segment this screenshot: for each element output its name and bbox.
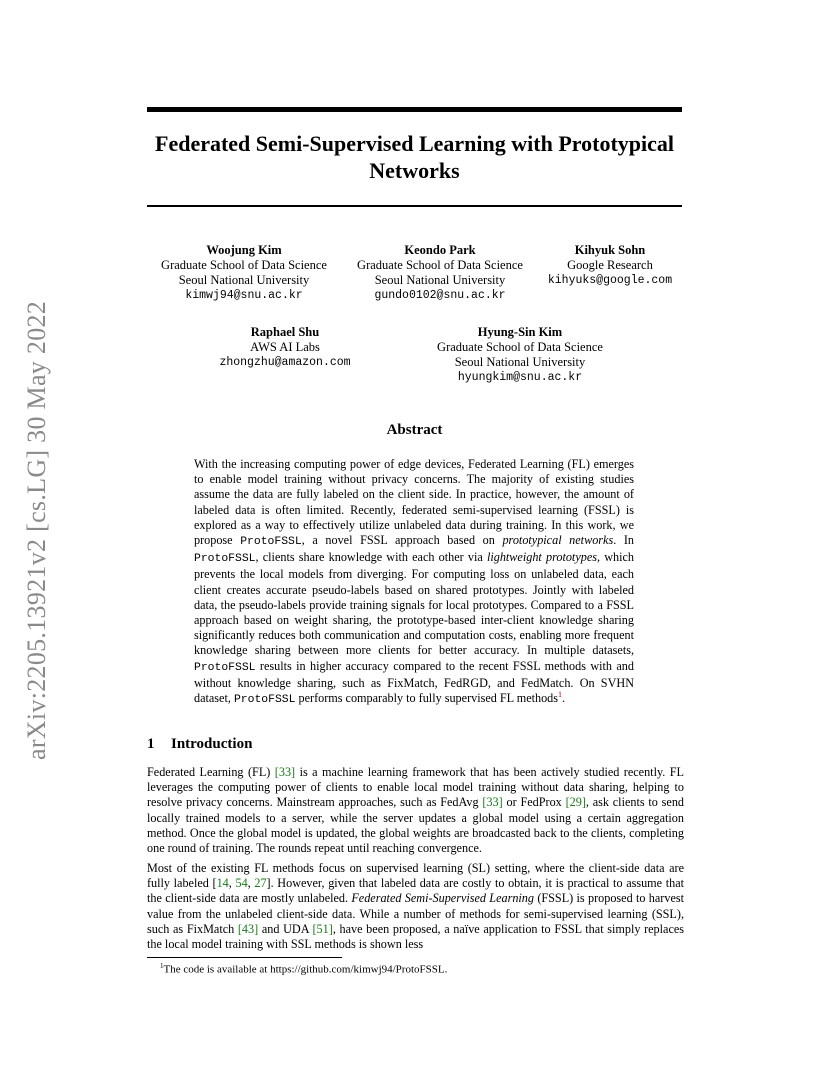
author-email: hyungkim@snu.ac.kr — [457, 371, 583, 384]
intro-paragraph-2: Most of the existing FL methods focus on supervised learning (SL) setting, where the client-side data are fully labeled [14, 54, 27]. However, given that labeled data are costly to obtain, it is practical to assume that the client-side data are mostly unlabeled. Federated Semi-Supervised Learning (FSSL) is proposed to harvest value from the unlabeled client-side data. While a number of methods for semi-supervised learning (SSL), such as FixMatch [43] and UDA [51], have been proposed, a naïve application to FSSL that simply replaces the local model training with SSL methods is shown less — [147, 861, 684, 952]
author-block — [210, 325, 360, 370]
author-block — [346, 243, 534, 303]
title-rule-bottom — [147, 205, 682, 207]
citation-link[interactable]: 54 — [235, 876, 248, 891]
author-block — [540, 243, 680, 288]
citation-link[interactable]: [43] — [237, 921, 259, 936]
abstract-heading: Abstract — [386, 422, 443, 438]
author-name: Kihyuk Sohn — [574, 243, 646, 257]
arxiv-side-label: arXiv:2205.13921v2 [cs.LG] 30 May 2022 — [22, 300, 51, 760]
footnote — [160, 962, 447, 976]
author-affiliation: AWS AI Labs — [250, 340, 320, 354]
author-email: kihyuks@google.com — [547, 274, 673, 287]
method-name: ProtoFSSL — [240, 536, 302, 549]
author-affiliation: Graduate School of Data Science — [437, 340, 603, 354]
author-name: Hyung-Sin Kim — [477, 325, 563, 339]
paper-title: Federated Semi-Supervised Learning with Prototypical Networks — [155, 131, 674, 183]
author-institution: Seoul National University — [178, 273, 310, 287]
author-name: Woojung Kim — [206, 243, 282, 257]
footnote-text: The code is available at https://github.com/kimwj94/ProtoFSSL. — [163, 963, 448, 976]
method-name: ProtoFSSL — [194, 553, 256, 566]
method-name: ProtoFSSL — [194, 661, 256, 674]
author-name: Keondo Park — [404, 243, 476, 257]
author-institution: Seoul National University — [454, 355, 586, 369]
author-affiliation: Graduate School of Data Science — [357, 258, 523, 272]
method-name: ProtoFSSL — [233, 694, 296, 707]
citation-link[interactable]: 27 — [254, 876, 267, 891]
author-name: Raphael Shu — [250, 325, 320, 339]
author-institution: Seoul National University — [374, 273, 506, 287]
title-rule-top — [147, 107, 682, 112]
author-email: kimwj94@snu.ac.kr — [185, 289, 303, 302]
abstract-text: With the increasing computing power of edge devices, Federated Learning (FL) emerges to enable model training without privacy concerns. The majority of existing studies assume the data are fully labeled on the client side. In practice, however, the amount of labeled data is often limited. Recently, federated semi-supervised learning (FSSL) is explored as a way to effectively utilize unlabeled data during training. In this work, we propose ProtoFSSL, a novel FSSL approach based on prototypical networks. In ProtoFSSL, clients share knowledge with each other via lightweight prototypes, which prevents the local models from diverging. For computing loss on unlabeled data, each client creates accurate pseudo-labels based on shared prototypes. Jointly with labeled data, the pseudo-labels provide training signals for local prototypes. Compared to a FSSL approach based on weight sharing, the prototype-based inter-client knowledge sharing significantly reduces both communication and computation costs, enabling more frequent knowledge sharing between more clients for better accuracy. In multiple datasets, ProtoFSSL results in higher accuracy compared to the recent FSSL methods with and without knowledge sharing, such as FixMatch, FedRGD, and FedMatch. On SVHN dataset, ProtoFSSL performs comparably to fully supervised FL methods$^1$. — [194, 457, 635, 707]
author-block — [420, 325, 620, 385]
citation-link[interactable]: [51] — [312, 921, 333, 936]
author-email: zhongzhu@amazon.com — [219, 356, 351, 369]
intro-paragraph-1: Federated Learning (FL) [33] is a machine learning framework that has been actively studied recently. FL leverages the computing power of clients to enable local model training without data sharing, helping to resolve privacy concerns. Mainstream approaches, such as FedAvg [33] or FedProx [29], ask clients to send locally trained models to a server, while the server updates a global model using a certain aggregation method. Once the global model is updated, the global weights are broadcasted back to the clients, completing one round of training. The rounds repeat until reaching convergence. — [147, 765, 685, 856]
footnote-mark: 1 — [160, 962, 164, 970]
author-email: gundo0102@snu.ac.kr — [374, 289, 506, 302]
author-block — [150, 243, 338, 303]
footnote-rule — [147, 957, 342, 958]
citation-link[interactable]: 14 — [216, 876, 229, 891]
author-affiliation: Google Research — [567, 258, 653, 272]
section-heading-introduction — [147, 736, 252, 753]
section-number: 1 — [147, 736, 155, 752]
citation-link[interactable]: [33] — [274, 765, 296, 779]
citation-link[interactable]: [29] — [565, 795, 586, 810]
author-affiliation: Graduate School of Data Science — [161, 258, 327, 272]
section-title: Introduction — [171, 736, 253, 752]
footnote-link[interactable]: 1 — [558, 689, 563, 699]
citation-link[interactable]: [33] — [482, 795, 503, 810]
